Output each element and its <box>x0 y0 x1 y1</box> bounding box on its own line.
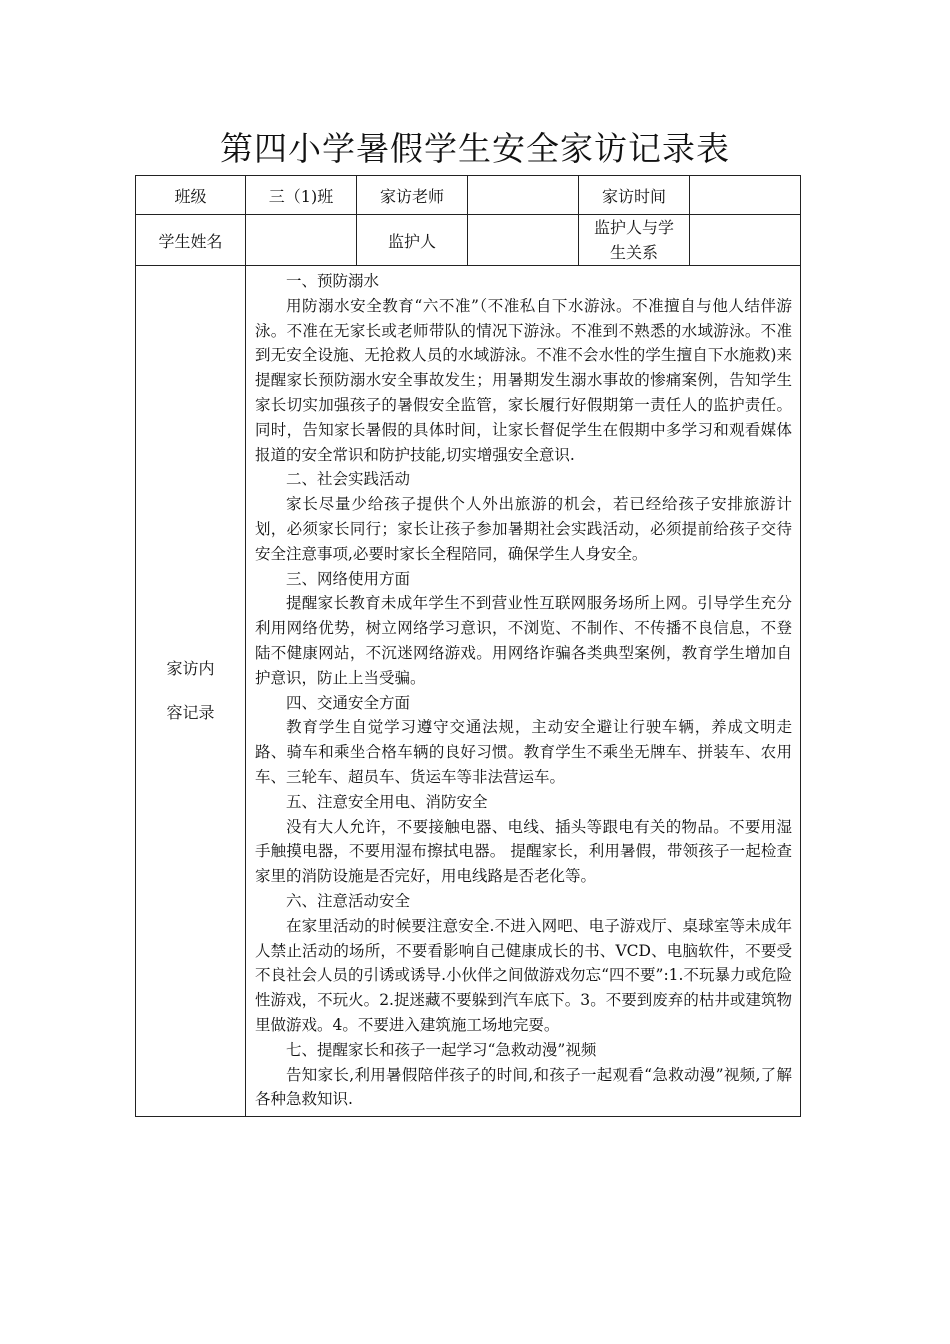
page-title: 第四小学暑假学生安全家访记录表 <box>220 129 730 168</box>
visit-time-value[interactable] <box>690 176 801 215</box>
relation-label-line2: 生关系 <box>609 243 658 262</box>
section-internet-use <box>255 567 792 691</box>
section-body: 提醒家长教育未成年学生不到营业性互联网服务场所上网。引导学生充分利用网络优势，树立网络学习意识，不浏览、不制作、不传播不良信息，不登陆不健康网站，不沉迷网络游戏。用网络诈骗各类典型案例，教育学生增加自护意识，防止上当受骗。 <box>255 594 792 687</box>
record-side-label-line2: 容记录 <box>166 703 215 723</box>
relation-label <box>579 215 690 266</box>
row-student-info <box>136 215 801 266</box>
visit-record-table <box>135 175 801 1117</box>
section-heading: 一、预防溺水 <box>286 272 380 290</box>
guardian-label: 监护人 <box>357 215 468 266</box>
section-heading: 六、注意活动安全 <box>286 891 411 910</box>
section-body: 用防溺水安全教育“六不准”（不准私自下水游泳。不准擅自与他人结伴游泳。不准在无家长或老师带队的情况下游泳。不准到不熟悉的水域游泳。不准到无安全设施、无抢救人员的水域游泳。不准不会水性的学生擅自下水施救)来提醒家长预防溺水安全事故发生；用暑期发生溺水事故的惨痛案例，告知学生家长切实加强孩子的暑假安全监管，家长履行好假期第一责任人的监护责任。同时，告知家长暑假的具体时间，让家长督促学生在假期中多学习和观看媒体报道的安全常识和防护技能,切实增强安全意识. <box>255 296 792 464</box>
teacher-value[interactable] <box>468 176 579 215</box>
section-heading: 四、交通安全方面 <box>286 693 411 712</box>
section-heading: 三、网络使用方面 <box>286 569 411 588</box>
section-body: 没有大人允许，不要接触电器、电线、插头等跟电有关的物品。不要用湿手触摸电器，不要用湿布擦拭电器。 提醒家长，利用暑假，带领孩子一起检查家里的消防设施是否完好，用电线路是否老化等。 <box>255 817 792 886</box>
visit-time-label: 家访时间 <box>579 176 690 215</box>
row-record-content <box>136 266 801 1117</box>
section-activity-safety <box>255 889 792 1038</box>
section-body: 告知家长,利用暑假陪伴孩子的时间,和孩子一起观看“急救动漫”视频,了解各种急救知识. <box>255 1065 792 1109</box>
student-name-label: 学生姓名 <box>136 215 246 266</box>
relation-label-line1: 监护人与学 <box>593 218 674 237</box>
section-heading: 五、注意安全用电、消防安全 <box>286 792 488 811</box>
section-body: 教育学生自觉学习遵守交通法规，主动安全避让行驶车辆，养成文明走路、骑车和乘坐合格车辆的良好习惯。教育学生不乘坐无牌车、拼装车、农用车、三轮车、超员车、货运车等非法营运车。 <box>255 718 792 786</box>
section-social-practice <box>255 467 792 566</box>
class-label: 班级 <box>136 176 246 215</box>
section-drowning <box>255 269 792 467</box>
section-body: 家长尽量少给孩子提供个人外出旅游的机会，若已经给孩子安排旅游计划，必须家长同行；家长让孩子参加暑期社会实践活动，必须提前给孩子交待安全注意事项,必要时家长全程陪同，确保学生人身安全。 <box>255 495 792 563</box>
section-body: 在家里活动的时候要注意安全.不进入网吧、电子游戏厅、桌球室等未成年人禁止活动的场所，不要看影响自己健康成长的书、VCD、电脑软件，不要受不良社会人员的引诱或诱导.小伙伴之间做游戏勿忘“四不要”:1.不玩暴力或危险性游戏，不玩火。2.捉迷藏不要躲到汽车底下。3。不要到废弃的枯井或建筑物里做游戏。4。不要进入建筑施工场地完耍。 <box>255 916 792 1034</box>
section-heading: 二、社会实践活动 <box>286 470 411 489</box>
section-electric-fire-safety <box>255 790 792 889</box>
relation-value[interactable] <box>690 215 801 266</box>
record-side-label-line1: 家访内 <box>166 659 215 679</box>
teacher-label: 家访老师 <box>357 176 468 215</box>
section-heading: 七、提醒家长和孩子一起学习“急救动漫”视频 <box>286 1040 597 1059</box>
student-name-value[interactable] <box>246 215 357 266</box>
class-value[interactable]: 三（1)班 <box>246 176 357 215</box>
row-class-info <box>136 176 801 215</box>
section-traffic-safety <box>255 691 792 790</box>
record-content[interactable] <box>246 266 801 1117</box>
guardian-value[interactable] <box>468 215 579 266</box>
record-side-label <box>136 266 246 1117</box>
section-first-aid-video <box>255 1038 792 1112</box>
